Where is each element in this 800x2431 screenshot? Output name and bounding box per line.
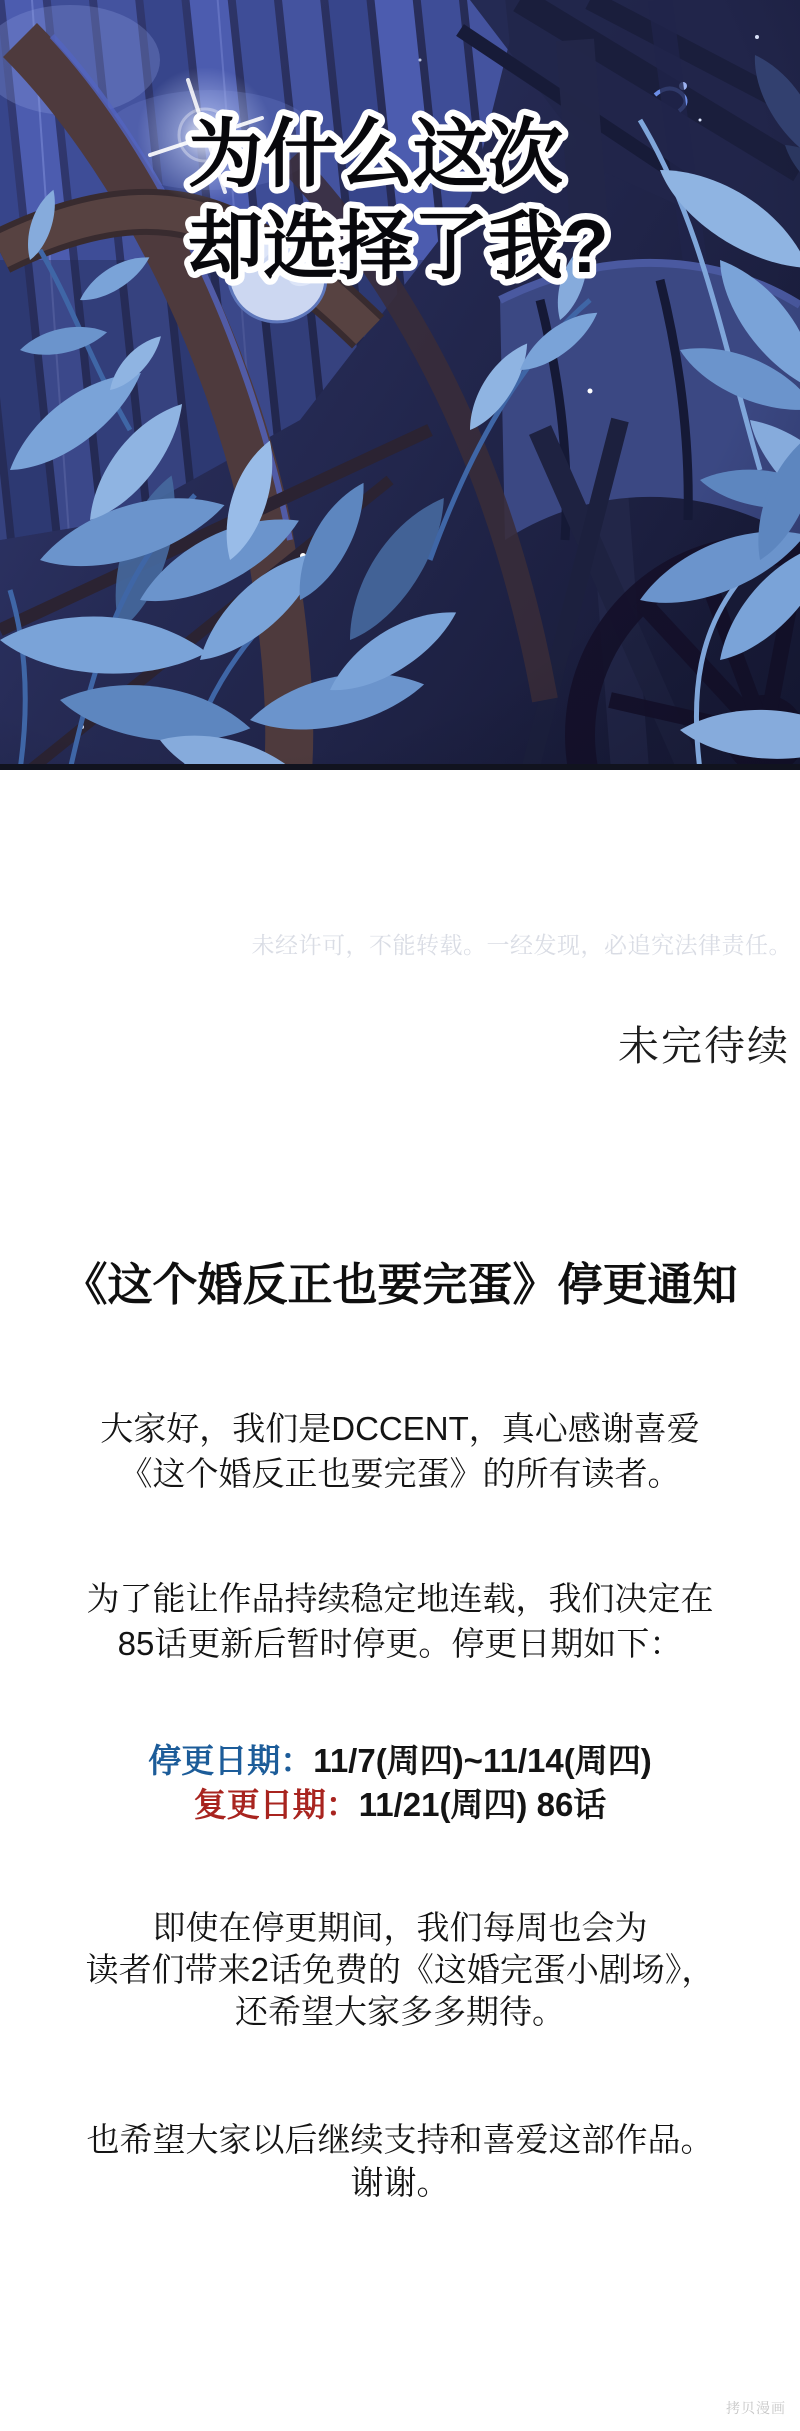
hiatus-date-value: 11/7(周四)~11/14(周四) [313, 1742, 652, 1779]
notice-dates [0, 1739, 800, 1827]
notice-paragraph-1-line1: 大家好，我们是DCCENT，真心感谢喜爱 [100, 1410, 700, 1447]
to-be-continued-text: 未完待续 [618, 1023, 790, 1069]
notice-paragraph-1 [0, 1406, 800, 1496]
notice-paragraph-3-line3: 还希望大家多多期待。 [235, 1993, 565, 2030]
hiatus-date-label: 停更日期： [148, 1742, 314, 1779]
notice-paragraph-1-line2: 《这个婚反正也要完蛋》的所有读者。 [119, 1455, 681, 1492]
notice-paragraph-4-line2: 谢谢。 [350, 2164, 450, 2201]
notice-paragraph-4 [0, 2118, 800, 2204]
hero-illustration [0, 0, 800, 770]
notice-title: 《这个婚反正也要完蛋》停更通知 [62, 1259, 738, 1310]
resume-date-value: 11/21(周四) 86话 [358, 1786, 607, 1823]
copyright-watermark: 未经许可，不能转载。一经发现，必追究法律责任。 [251, 932, 792, 958]
notice-paragraph-2-line1: 为了能让作品持续稳定地连载，我们决定在 [86, 1580, 714, 1617]
notice-paragraph-2 [0, 1576, 800, 1666]
resume-date-line [0, 1783, 800, 1827]
notice-paragraph-3-line2: 读者们带来2话免费的《这婚完蛋小剧场》， [85, 1951, 715, 1988]
notice-paragraph-4-line1: 也希望大家以后继续支持和喜爱这部作品。 [86, 2121, 714, 2158]
hero-title-line1: 为什么这次 [188, 112, 564, 196]
hero-title-line2: 却选择了我? [188, 204, 609, 288]
site-watermark: 拷贝漫画 [726, 2400, 786, 2416]
resume-date-label: 复更日期： [193, 1786, 359, 1823]
notice-paragraph-3-line1: 即使在停更期间，我们每周也会为 [152, 1909, 648, 1946]
notice-paragraph-3 [0, 1907, 800, 2033]
hero-art [0, 0, 800, 770]
hiatus-date-line [0, 1739, 800, 1783]
notice-paragraph-2-line2: 85话更新后暂时停更。停更日期如下： [117, 1625, 683, 1662]
